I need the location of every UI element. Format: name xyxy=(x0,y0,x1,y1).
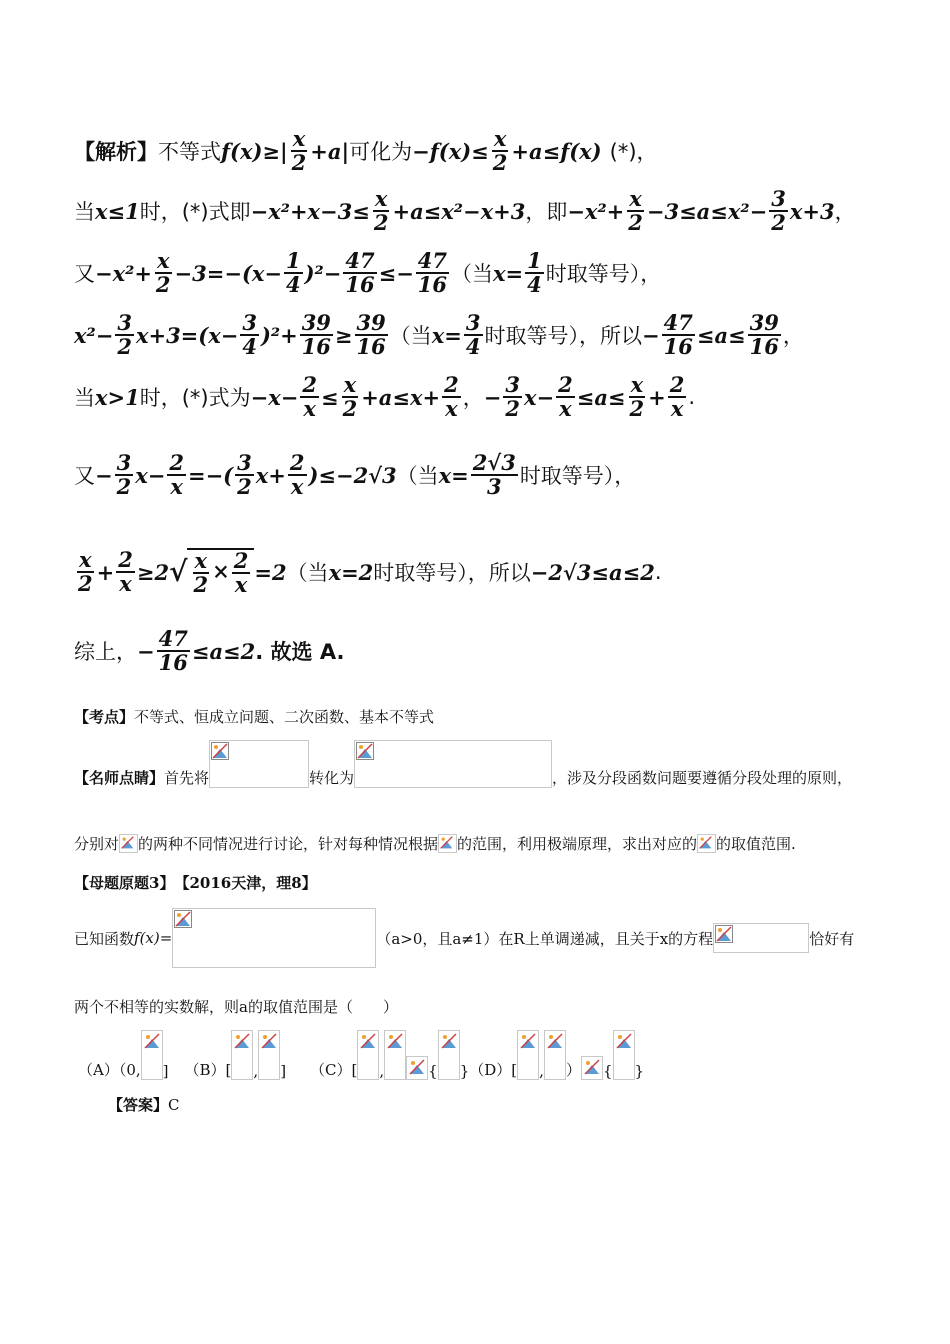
math: x=2 xyxy=(328,559,374,585)
math: + xyxy=(96,559,115,585)
analysis-line-6 xyxy=(74,452,910,498)
text: （当 xyxy=(396,464,439,489)
math: ≤a≤ xyxy=(696,322,746,348)
mingshi-line-1 xyxy=(74,740,910,788)
frac-x-2: $\frac{x}{2}$ xyxy=(155,248,171,298)
math: ≤a≤2 xyxy=(191,638,256,664)
text: , xyxy=(379,1062,385,1080)
option-b[interactable]: （B）[ xyxy=(184,1061,232,1079)
text: . xyxy=(654,560,662,585)
frac-3-2: $\frac{3}{2}$ xyxy=(505,372,520,422)
analysis-line-7 xyxy=(74,548,910,596)
frac-2-x: $\frac{2}{x}$ xyxy=(558,372,573,422)
frac-47-16: $\frac{47}{16}$ xyxy=(345,248,375,298)
text: 首先将 xyxy=(164,769,210,787)
frac-47-16: $\frac{47}{16}$ xyxy=(158,626,188,676)
broken-image-icon xyxy=(406,1056,428,1080)
mother-title-line xyxy=(74,872,910,893)
broken-image-icon xyxy=(119,834,138,853)
text: 综上， xyxy=(74,640,137,665)
text: 恰好有 xyxy=(809,929,855,948)
broken-image-icon xyxy=(172,908,376,968)
math: − xyxy=(95,462,113,488)
broken-image-icon xyxy=(231,1030,253,1080)
analysis-line-8 xyxy=(74,628,910,674)
math: x+ xyxy=(255,462,286,488)
text: 时，(*)式为 xyxy=(139,386,251,411)
text: 时取等号）， xyxy=(519,464,636,489)
frac-3-2: $\frac{3}{2}$ xyxy=(237,450,252,500)
kaodian-label: 【考点】 xyxy=(74,708,135,726)
math: −3≤a≤x²− xyxy=(646,198,768,224)
mother-source: 【2016天津，理8】 xyxy=(174,874,317,892)
answer-label: 【答案】 xyxy=(108,1096,169,1114)
mother-question-line-2 xyxy=(74,996,910,1017)
option-c[interactable]: （C）[ xyxy=(310,1061,358,1079)
broken-image-icon xyxy=(357,1030,379,1080)
text: （a>0，且a≠1）在R上单调递减，且关于x的方程 xyxy=(376,929,714,948)
math: −x²+ xyxy=(95,260,152,286)
math: x= xyxy=(493,260,524,286)
text: (*)， xyxy=(609,140,658,165)
math: f(x)≥| xyxy=(221,138,288,164)
math: x− xyxy=(135,462,166,488)
broken-image-icon xyxy=(384,1030,406,1080)
math: x²− xyxy=(74,322,114,348)
math: x>1 xyxy=(95,384,140,410)
analysis-line-5 xyxy=(74,374,910,420)
analysis-line-4 xyxy=(74,312,910,358)
text: （当 xyxy=(451,262,494,287)
frac-2-x: $\frac{2}{x}$ xyxy=(669,372,685,422)
broken-image-icon xyxy=(438,1030,460,1080)
math: −x²+ xyxy=(567,198,625,224)
text: （当 xyxy=(389,324,432,349)
text: 两个不相等的实数解，则a的取值范围是（ ） xyxy=(74,998,398,1016)
text: 分别对 xyxy=(74,835,120,853)
analysis-line-2 xyxy=(74,188,910,234)
math: f(x)= xyxy=(134,929,173,947)
math: − xyxy=(137,638,155,664)
option-d[interactable]: （D）[ xyxy=(469,1061,518,1079)
math: −x²+x−3≤ xyxy=(250,198,370,224)
broken-image-icon xyxy=(613,1030,635,1080)
text: 的范围，利用极端原理，求出对应的 xyxy=(457,835,698,853)
mingshi-label: 【名师点睛】 xyxy=(74,769,165,787)
frac-2sqrt3-3: $\frac{2√3}{3}$ xyxy=(472,450,516,500)
text: ， xyxy=(462,386,484,411)
text: . 故选 A. xyxy=(255,640,345,665)
math: ≥2 xyxy=(136,559,170,585)
text: , xyxy=(253,1062,259,1080)
math: − xyxy=(483,384,502,410)
kaodian-text: 不等式、恒成立问题、二次函数、基本不等式 xyxy=(134,708,435,726)
frac-1-4: $\frac{1}{4}$ xyxy=(286,248,301,298)
math: x≤1 xyxy=(95,198,140,224)
frac-3-2: $\frac{3}{2}$ xyxy=(771,186,786,236)
frac-x-2: $\frac{x}{2}$ xyxy=(342,372,358,422)
kaodian-line xyxy=(74,706,910,727)
broken-image-icon xyxy=(544,1030,566,1080)
math: x= xyxy=(431,322,462,348)
math: ≤a≤ xyxy=(576,384,626,410)
broken-image-icon xyxy=(697,834,716,853)
math: +a≤x+ xyxy=(361,384,441,410)
answer-line xyxy=(108,1094,910,1115)
math: x= xyxy=(438,462,469,488)
text: ，涉及分段函数问题要遵循分段处理的原则， xyxy=(552,769,853,787)
frac-x-2: $\frac{x}{2}$ xyxy=(629,372,645,422)
frac-39-16: $\frac{39}{16}$ xyxy=(749,310,779,360)
broken-image-icon xyxy=(354,740,552,788)
frac-39-16: $\frac{39}{16}$ xyxy=(301,310,331,360)
math: =2 xyxy=(254,559,287,585)
math: +a≤f(x) xyxy=(511,138,602,164)
frac-x-2: $\frac{x}{2}$ xyxy=(628,186,643,236)
broken-image-icon xyxy=(209,740,309,788)
math: −2√3≤a≤2 xyxy=(530,559,655,585)
frac-x-2: $\frac{x}{2}$ xyxy=(291,126,307,176)
text: 又 xyxy=(74,464,95,489)
frac-x-2: $\frac{x}{2}$ xyxy=(492,126,508,176)
frac-2-x: $\frac{2}{x}$ xyxy=(444,372,459,422)
text: 已知函数 xyxy=(74,929,135,948)
broken-image-icon xyxy=(438,834,457,853)
analysis-label: 【解析】 xyxy=(74,140,158,165)
math: +a| xyxy=(310,138,350,164)
frac-x-2: $\frac{x}{2}$ xyxy=(373,186,389,236)
math: −x− xyxy=(250,384,299,410)
text: 不等式 xyxy=(158,140,221,165)
frac-2-x: $\frac{2}{x}$ xyxy=(302,372,317,422)
broken-image-icon xyxy=(258,1030,280,1080)
math: + xyxy=(648,384,666,410)
broken-image-icon xyxy=(581,1056,603,1080)
math: ≥ xyxy=(334,322,353,348)
text: 转化为 xyxy=(309,769,355,787)
math: ≤ xyxy=(320,384,339,410)
math: − xyxy=(642,322,660,348)
frac-47-16: $\frac{47}{16}$ xyxy=(417,248,448,298)
options-line xyxy=(78,1030,910,1080)
frac-47-16: $\frac{47}{16}$ xyxy=(663,310,693,360)
broken-image-icon xyxy=(713,923,809,953)
frac-2-x: $\frac{2}{x}$ xyxy=(169,450,184,500)
math: ≤− xyxy=(378,260,414,286)
math: )²− xyxy=(304,260,342,286)
text: { xyxy=(428,1062,438,1080)
text: ] xyxy=(280,1062,287,1080)
math: −f(x)≤ xyxy=(412,138,489,164)
frac-3-2: $\frac{3}{2}$ xyxy=(117,310,132,360)
math: x− xyxy=(523,384,555,410)
sqrt-expression: √ $\frac{x}{2}$ × $\frac{2}{x}$ xyxy=(169,548,254,596)
frac-3-4: $\frac{3}{4}$ xyxy=(242,310,257,360)
frac-39-16: $\frac{39}{16}$ xyxy=(356,310,386,360)
text: 又 xyxy=(74,262,95,287)
math: x+3=(x− xyxy=(135,322,239,348)
text: 时，(*)式即 xyxy=(139,200,251,225)
text: 的两种不同情况进行讨论，针对每种情况根据 xyxy=(138,835,439,853)
text: 的取值范围. xyxy=(716,835,796,853)
frac-3-2: $\frac{3}{2}$ xyxy=(116,450,132,500)
text: 当 xyxy=(74,386,95,411)
text: ，即 xyxy=(525,200,568,225)
text: 当 xyxy=(74,200,95,225)
answer-value: C xyxy=(168,1095,180,1114)
text: ， xyxy=(834,200,856,225)
mingshi-line-2 xyxy=(74,833,910,854)
math: x+3 xyxy=(789,198,835,224)
broken-image-icon xyxy=(141,1030,163,1080)
text: 可化为 xyxy=(349,140,413,165)
math: )²+ xyxy=(260,322,298,348)
text: } xyxy=(459,1062,470,1080)
frac-3-4: $\frac{3}{4}$ xyxy=(465,310,481,360)
math: )≤−2√3 xyxy=(308,462,397,488)
text: { xyxy=(602,1062,613,1080)
text: . xyxy=(688,385,696,410)
text: （当 xyxy=(286,561,329,586)
text: } xyxy=(634,1062,645,1080)
option-a[interactable]: （A）（0, xyxy=(78,1061,141,1079)
text: 时取等号），所以 xyxy=(373,561,531,586)
text: ] xyxy=(162,1062,169,1080)
math: −3=−(x− xyxy=(174,260,282,286)
frac-2-x: $\frac{2}{x}$ xyxy=(118,547,133,597)
frac-1-4: $\frac{1}{4}$ xyxy=(527,248,542,298)
frac-2-x: $\frac{2}{x}$ xyxy=(289,450,305,500)
analysis-line-1 xyxy=(74,128,910,174)
mother-label: 【母题原题3】 xyxy=(74,874,175,892)
frac-x-2: $\frac{x}{2}$ xyxy=(78,547,93,597)
math: =−( xyxy=(187,462,234,488)
text: ） xyxy=(565,1061,581,1079)
mother-question-line-1 xyxy=(74,908,910,968)
text: 时取等号）， xyxy=(545,262,662,287)
text: 时取等号），所以 xyxy=(484,324,643,349)
text: ， xyxy=(782,324,804,349)
math: +a≤x²−x+3 xyxy=(392,198,526,224)
broken-image-icon xyxy=(517,1030,539,1080)
analysis-line-3 xyxy=(74,250,910,296)
text: , xyxy=(539,1062,544,1080)
